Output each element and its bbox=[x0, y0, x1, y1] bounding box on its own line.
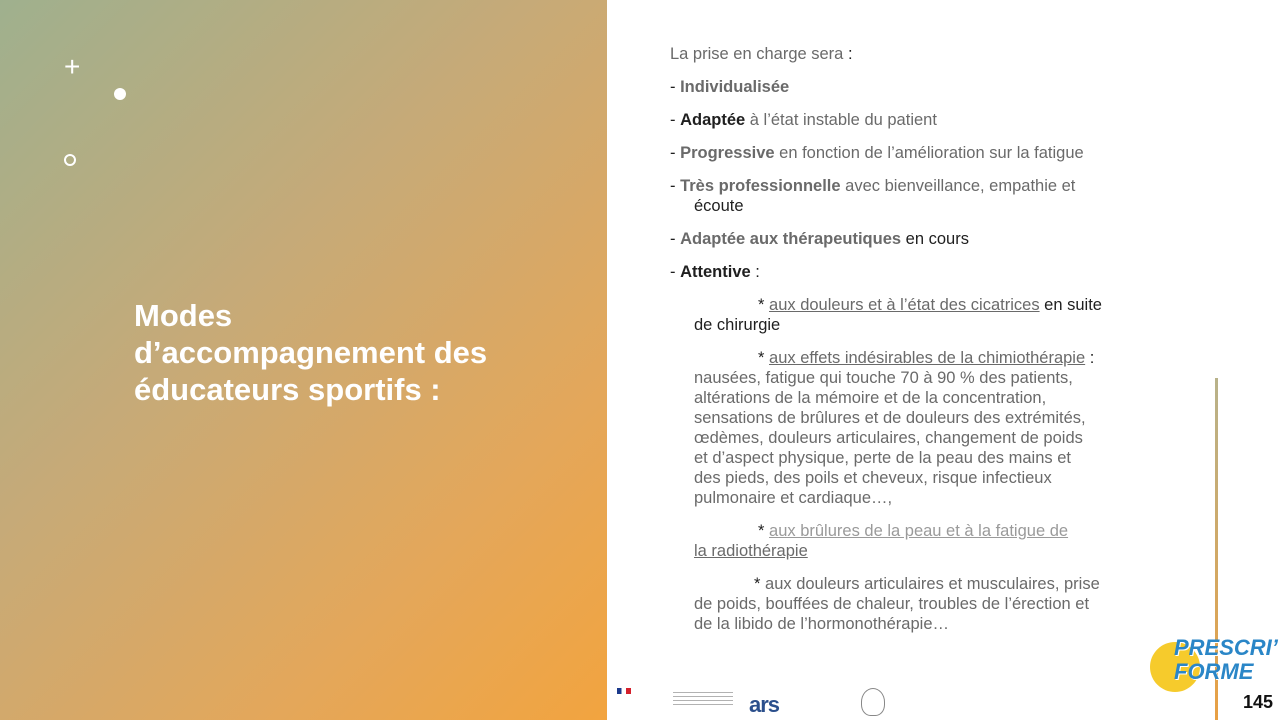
title-line: éducateurs sportifs : bbox=[134, 372, 441, 407]
list-item: - Adaptée à l’état instable du patient bbox=[670, 111, 937, 129]
prefecture-logo bbox=[617, 688, 657, 718]
plus-decoration-icon: + bbox=[64, 51, 81, 82]
sub-item-hormono: * aux douleurs articulaires et musculaires, prise de poids, bouffées de chaleur, troubles de l’érection et de la libido de l’hormonothérapie… bbox=[694, 575, 1100, 633]
slide-body bbox=[670, 44, 1160, 647]
intro-line: La prise en charge sera : bbox=[670, 45, 853, 63]
emblem-logo bbox=[861, 688, 885, 716]
sub-item-surgery: * aux douleurs et à l’état des cicatrices en suite de chirurgie bbox=[694, 296, 1102, 334]
sub-item-chemo: * aux effets indésirables de la chimiothérapie : nausées, fatigue qui touche 70 à 90 % des patients, altérations de la mémoire et de la concentration, sensations de brûlures et de douleurs des extrémités, œdèmes, douleurs articulaires, changement de poids et d’aspect physique, perte de la peau des mains et des pieds, des poils et cheveux, risque infectieux pulmonaire et cardiaque…, bbox=[694, 349, 1095, 507]
title-line: d’accompagnement des bbox=[134, 335, 488, 370]
ring-decoration-icon bbox=[64, 154, 76, 166]
list-item: - Individualisée bbox=[670, 78, 790, 96]
list-item: - Adaptée aux thérapeutiques en cours bbox=[670, 230, 969, 248]
list-item: - Attentive : bbox=[670, 263, 760, 281]
page-number: 145 bbox=[1243, 692, 1274, 712]
drajes-logo bbox=[673, 692, 733, 708]
title-line: Modes bbox=[134, 298, 233, 333]
partner-logos bbox=[613, 684, 893, 720]
ars-logo: ars bbox=[749, 692, 780, 717]
dot-decoration-icon bbox=[114, 88, 126, 100]
title-panel bbox=[0, 0, 607, 720]
slide-title bbox=[134, 297, 534, 408]
list-item: - Très professionnelle avec bienveillance, empathie et écoute bbox=[670, 177, 1076, 215]
sub-item-radio: * aux brûlures de la peau et à la fatigue de la radiothérapie bbox=[694, 522, 1069, 560]
list-item: - Progressive en fonction de l’amélioration sur la fatigue bbox=[670, 144, 1084, 162]
prescriforme-logo: PRESCRI’ FORME bbox=[1150, 632, 1270, 702]
